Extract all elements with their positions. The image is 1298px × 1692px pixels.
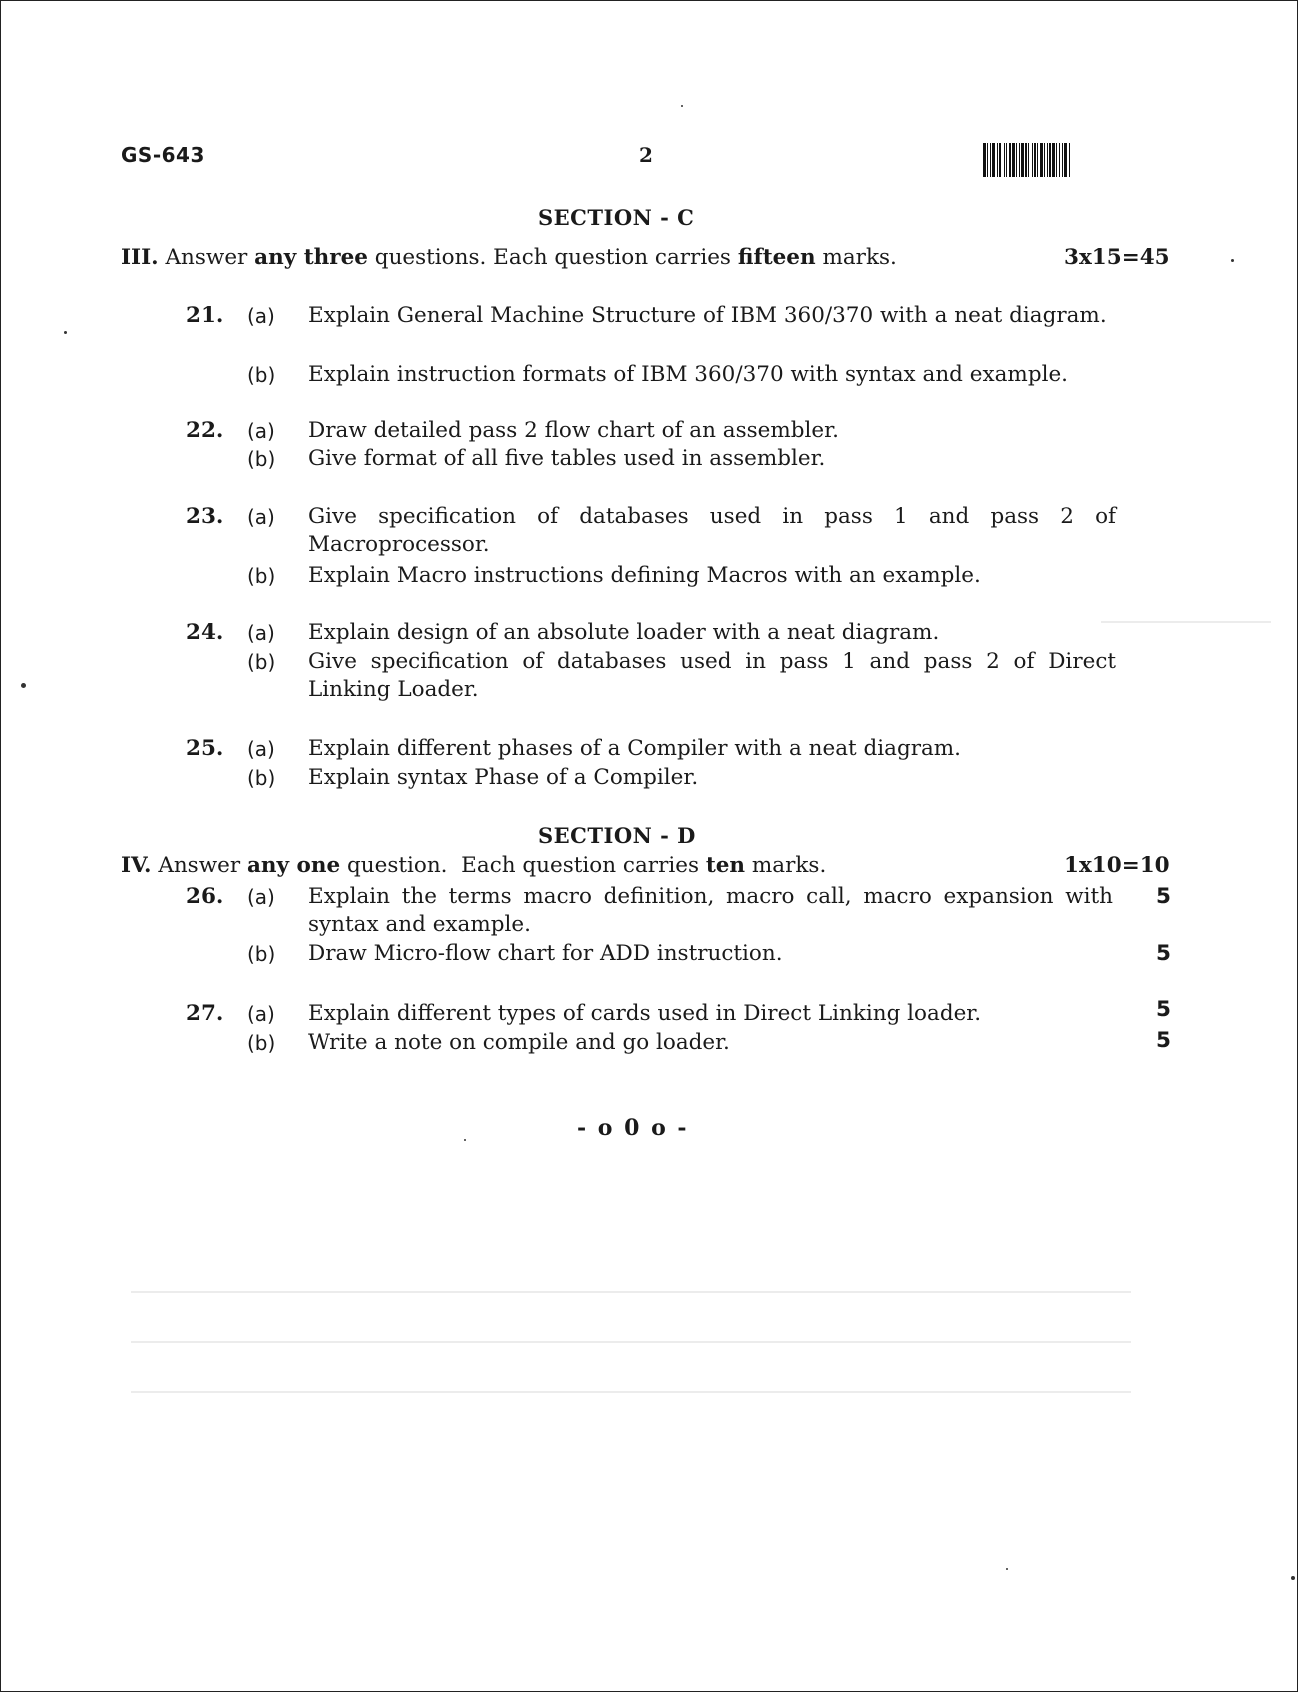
part-label: (a) [247,737,275,761]
scan-speck [681,105,683,107]
barcode [983,143,1175,177]
question-text: Write a note on compile and go loader. [308,1030,730,1055]
instruction-text: questions. Each question carries [367,245,738,270]
show-through-line [131,1291,1131,1293]
section-c-instruction [121,245,897,270]
scan-speck [64,331,67,334]
scan-speck [1291,1576,1295,1580]
question-number: 27. [186,1001,224,1026]
show-through-line [1101,621,1271,623]
part-label: (b) [247,447,276,471]
question-number: 22. [186,418,224,443]
scan-speck [1006,1568,1008,1570]
instruction-emphasis: ten [705,853,746,878]
part-label: (a) [247,419,275,443]
question-text: Explain General Machine Structure of IBM 360/370 with a neat diagram. [308,303,1107,328]
scan-speck [1231,259,1234,262]
instruction-emphasis: any one [246,853,341,878]
end-of-paper-mark: - o 0 o - [577,1115,689,1141]
section-c-roman: III. [121,245,159,270]
part-label: (b) [247,363,276,387]
question-text: Draw Micro-flow chart for ADD instruction. [308,941,783,966]
part-label: (b) [247,942,276,966]
part-label: (b) [247,1031,276,1055]
paper-code: GS-643 [121,143,205,167]
show-through-line [131,1391,1131,1393]
question-text: Give specification of databases used in pass 1 and pass 2 of Macroprocessor. [308,504,1116,557]
question-number: 25. [186,736,224,761]
question-text: Draw detailed pass 2 flow chart of an assembler. [308,418,839,443]
instruction-text: Answer [165,245,255,270]
scan-speck [21,683,26,688]
question-text: Explain Macro instructions defining Macros with an example. [308,563,981,588]
part-marks: 5 [1156,884,1171,909]
part-label: (a) [247,885,275,909]
instruction-emphasis: fifteen [737,245,816,270]
part-label: (b) [247,766,276,790]
instruction-text: marks. [815,245,897,270]
show-through-line [131,1341,1131,1343]
question-text: Give format of all five tables used in assembler. [308,446,826,471]
question-number: 23. [186,504,224,529]
question-text: Give specification of databases used in pass 1 and pass 2 of Direct Linking Loader. [308,649,1116,702]
instruction-text: marks. [745,853,827,878]
section-d-title: SECTION - D [538,823,696,848]
part-label: (b) [247,650,276,674]
part-marks: 5 [1156,1028,1171,1053]
section-d-instruction [121,853,826,878]
section-c-marks: 3x15=45 [1064,245,1170,270]
instruction-text: question. Each question carries [340,853,706,878]
question-text: Explain different phases of a Compiler with a neat diagram. [308,736,962,761]
question-number: 21. [186,303,224,328]
part-label: (a) [247,304,275,328]
part-label: (a) [247,621,275,645]
part-marks: 5 [1156,941,1171,966]
instruction-text: Answer [158,853,247,878]
scan-speck [464,1139,466,1141]
section-d-roman: IV. [121,853,152,878]
question-text: Explain syntax Phase of a Compiler. [308,765,699,790]
part-label: (b) [247,564,276,588]
section-c-title: SECTION - C [538,205,695,230]
instruction-emphasis: any three [254,245,368,270]
show-through-mark [231,71,241,106]
page-number: 2 [639,143,653,167]
question-number: 24. [186,620,224,645]
part-marks: 5 [1156,997,1171,1022]
question-text: Explain design of an absolute loader with a neat diagram. [308,620,940,645]
question-text: Explain instruction formats of IBM 360/370 with syntax and example. [308,362,1069,387]
part-label: (a) [247,505,275,529]
barcode-bar [1070,143,1071,177]
question-text: Explain the terms macro definition, macro call, macro expansion with syntax and example. [308,884,1113,937]
question-number: 26. [186,884,224,909]
part-label: (a) [247,1002,275,1026]
section-d-marks: 1x10=10 [1064,853,1170,878]
question-text: Explain different types of cards used in Direct Linking loader. [308,1001,982,1026]
